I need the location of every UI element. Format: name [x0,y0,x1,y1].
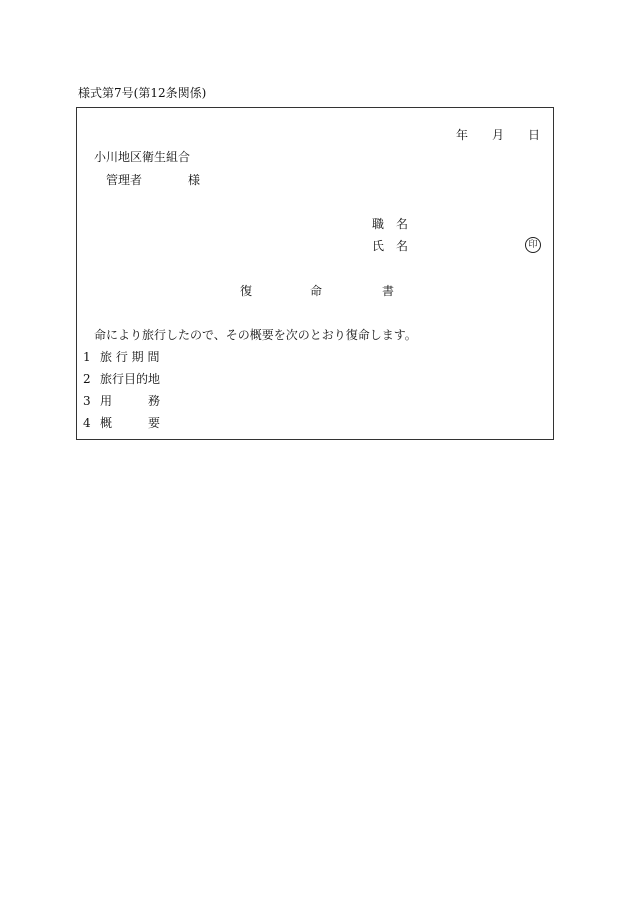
item-number-4: 4 [83,416,91,430]
item-label-3: 用 務 [100,394,161,408]
recipient-organization: 小川地区衛生組合 [94,150,191,164]
sender-position-label: 職 名 [372,217,409,231]
item-number-3: 3 [83,394,91,408]
item-label-1: 旅 行 期 間 [100,350,160,364]
doc-title-char-3: 書 [382,284,395,298]
report-form [76,107,554,440]
doc-title-char-1: 復 [240,284,253,298]
item-number-2: 2 [83,372,91,386]
form-number-label: 様式第7号(第12条関係) [78,86,207,100]
item-number-1: 1 [83,350,91,364]
item-label-4: 概 要 [100,416,161,430]
doc-title-char-2: 命 [310,284,323,298]
item-label-2: 旅行目的地 [100,372,161,386]
recipient-honorific: 様 [188,173,201,187]
sender-name-label: 氏 名 [372,239,409,253]
date-day: 日 [528,128,541,142]
body-text: 命により旅行したので、その概要を次のとおり復命します。 [94,328,417,342]
date-month: 月 [492,128,505,142]
seal-mark: 印 [525,237,541,253]
recipient-title: 管理者 [106,173,143,187]
date-year: 年 [456,128,469,142]
